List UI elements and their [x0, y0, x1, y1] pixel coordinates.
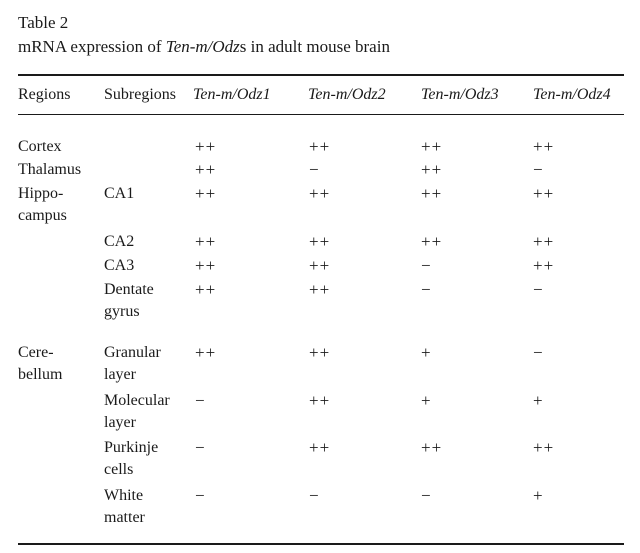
expression-cell-odz1: ++ [195, 160, 217, 179]
expression-cell-odz2: ++ [309, 280, 331, 299]
expression-cell-odz2: ++ [309, 343, 331, 362]
caption-prefix: mRNA expression of [18, 37, 166, 56]
table-label: Table 2 [18, 13, 69, 32]
expression-cell-odz4: ++ [533, 438, 555, 457]
expression-cell-odz2: − [309, 486, 320, 505]
expression-cell-odz3: − [421, 256, 432, 275]
subregion-cell: Molecular layer [104, 392, 170, 431]
expression-cell-odz4: + [533, 391, 544, 410]
expression-cell-odz1: ++ [195, 137, 217, 156]
subregion-cell: Granular layer [104, 344, 161, 383]
expression-cell-odz3: + [421, 343, 432, 362]
expression-cell-odz3: − [421, 280, 432, 299]
top-rule [18, 74, 624, 76]
expression-cell-odz3: ++ [421, 160, 443, 179]
expression-cell-odz2: ++ [309, 232, 331, 251]
expression-cell-odz3: ++ [421, 438, 443, 457]
expression-cell-odz3: ++ [421, 232, 443, 251]
expression-cell-odz1: − [195, 391, 206, 410]
subregion-cell: CA3 [104, 257, 135, 274]
expression-cell-odz1: ++ [195, 280, 217, 299]
header-odz4: Ten-m/Odz4 [533, 86, 611, 103]
header-odz3: Ten-m/Odz3 [421, 86, 499, 103]
region-cell: Thalamus [18, 161, 82, 178]
region-cell: Cortex [18, 138, 62, 155]
expression-cell-odz2: ++ [309, 137, 331, 156]
expression-cell-odz1: ++ [195, 232, 217, 251]
header-odz2: Ten-m/Odz2 [308, 86, 386, 103]
subregion-cell: White matter [104, 487, 145, 526]
expression-cell-odz4: ++ [533, 137, 555, 156]
expression-cell-odz2: ++ [309, 256, 331, 275]
expression-cell-odz1: − [195, 486, 206, 505]
expression-cell-odz2: ++ [309, 391, 331, 410]
table-caption [18, 37, 390, 57]
expression-cell-odz2: ++ [309, 184, 331, 203]
bottom-rule [18, 543, 624, 545]
region-cell: Cere- bellum [18, 344, 63, 383]
expression-cell-odz3: − [421, 486, 432, 505]
subregion-cell: CA1 [104, 185, 135, 202]
header-rule [18, 114, 624, 115]
expression-cell-odz1: ++ [195, 256, 217, 275]
header-regions: Regions [18, 86, 71, 103]
expression-cell-odz3: + [421, 391, 432, 410]
subregion-cell: Purkinje cells [104, 439, 159, 478]
expression-cell-odz4: ++ [533, 184, 555, 203]
caption-suffix: s in adult mouse brain [239, 37, 390, 56]
expression-cell-odz1: − [195, 438, 206, 457]
expression-cell-odz3: ++ [421, 137, 443, 156]
expression-cell-odz4: ++ [533, 256, 555, 275]
header-subregions: Subregions [104, 86, 176, 103]
expression-cell-odz4: − [533, 160, 544, 179]
subregion-cell: CA2 [104, 233, 135, 250]
expression-cell-odz4: − [533, 343, 544, 362]
expression-cell-odz4: ++ [533, 232, 555, 251]
header-odz1: Ten-m/Odz1 [193, 86, 271, 103]
expression-cell-odz3: ++ [421, 184, 443, 203]
subregion-cell: Dentate gyrus [104, 281, 154, 320]
expression-cell-odz2: − [309, 160, 320, 179]
expression-cell-odz4: + [533, 486, 544, 505]
expression-cell-odz2: ++ [309, 438, 331, 457]
region-cell: Hippo- campus [18, 185, 67, 224]
caption-gene: Ten-m/Odz [165, 37, 240, 56]
expression-cell-odz4: − [533, 280, 544, 299]
expression-cell-odz1: ++ [195, 343, 217, 362]
expression-cell-odz1: ++ [195, 184, 217, 203]
